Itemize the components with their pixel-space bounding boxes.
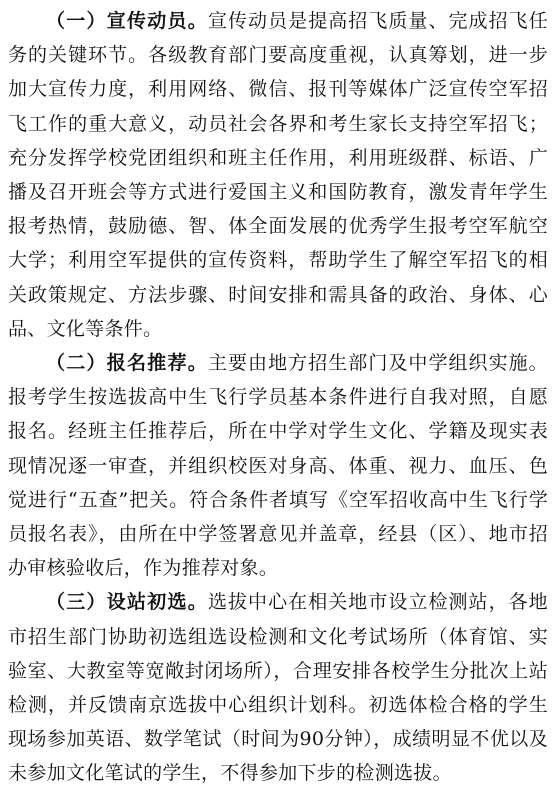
document-body: [8, 4, 548, 791]
section-preliminary-selection: [8, 585, 548, 790]
section-text: 宣传动员是提高招飞质量、完成招飞任务的关键环节。各级教育部门要高度重视，认真筹划，进一步加大宣传力度，利用网络、微信、报刊等媒体广泛宣传空军招飞工作的重大意义，动员社会各界和考生家长支持空军招飞；充分发挥学校党团组织和班主任作用，利用班级群、标语、广播及召开班会等方式进行爱国主义和国防教育，激发青年学生报考热情，鼓励德、智、体全面发展的优秀学生报考空军航空大学；利用空军提供的宣传资料，帮助学生了解空军招飞的相关政策规定、方法步骤、时间安排和需具备的政治、身体、心品、文化等条件。: [8, 10, 548, 340]
section-text: 主要由地方招生部门及中学组织实施。报考学生按选拔高中生飞行学员基本条件进行自我对照，自愿报名。经班主任推荐后，所在中学对学生文化、学籍及现实表现情况逐一审查，并组织校医对身高、体重、视力、血压、色觉进行“五查”把关。符合条件者填写《空军招收高中生飞行学员报名表》，由所在中学签署意见并盖章，经县（区）、地市招办审核验收后，作为推荐对象。: [8, 352, 548, 580]
section-propaganda: [8, 4, 548, 346]
section-heading: （三）设站初选。: [46, 591, 208, 614]
section-registration: [8, 346, 548, 585]
section-heading: （二）报名推荐。: [46, 352, 208, 375]
section-heading: （一）宣传动员。: [46, 10, 208, 32]
section-text: 选拔中心在相关地市设立检测站，各地市招生部门协助初选组选设检测和文化考试场所（体育馆、实验室、大教室等宽敞封闭场所），合理安排各校学生分批次上站检测，并反馈南京选拔中心组织计划科。初选体检合格的学生现场参加英语、数学笔试（时间为90分钟），成绩明显不优以及未参加文化笔试的学生，不得参加下步的检测选拔。: [8, 591, 548, 785]
